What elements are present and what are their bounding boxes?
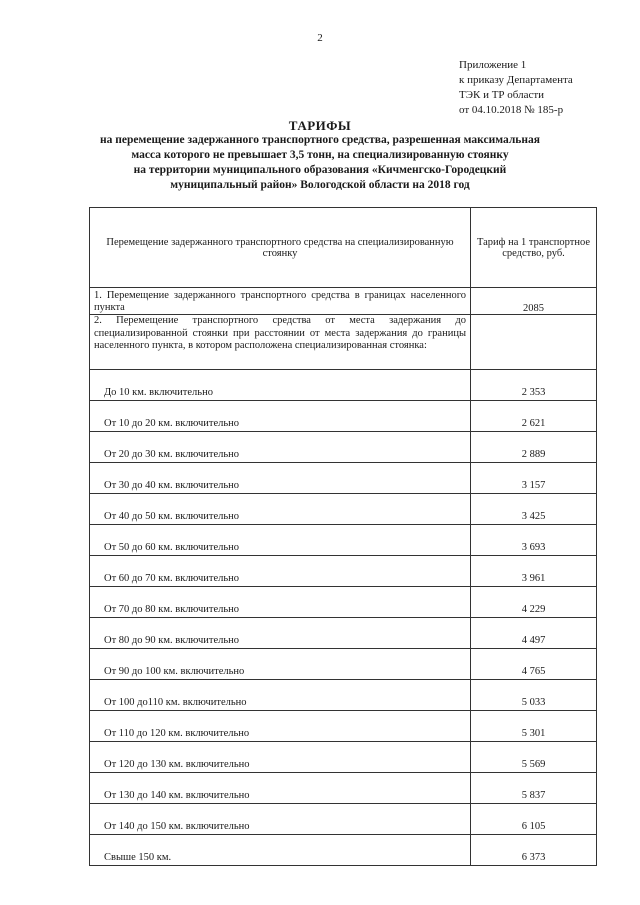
title-line: масса которого не превышает 3,5 тонн, на специализированную стоянку — [131, 149, 509, 161]
distance-label: От 120 до 130 км. включительно — [90, 742, 471, 773]
appendix-line: Приложение 1 — [459, 59, 527, 71]
tariff-value: 4 765 — [471, 649, 597, 680]
tariff-value: 3 961 — [471, 556, 597, 587]
distance-label: От 30 до 40 км. включительно — [90, 463, 471, 494]
appendix-block — [459, 58, 573, 118]
table-row — [90, 835, 597, 866]
tariff-value: 3 425 — [471, 494, 597, 525]
table-row — [90, 742, 597, 773]
table-row — [90, 370, 597, 401]
tariff-value: 2 353 — [471, 370, 597, 401]
header-cell-description: Перемещение задержанного транспортного средства на специализированную стоянку — [90, 208, 471, 288]
distance-label: Свыше 150 км. — [90, 835, 471, 866]
distance-label: От 70 до 80 км. включительно — [90, 587, 471, 618]
distance-label: От 20 до 30 км. включительно — [90, 432, 471, 463]
tariff-table — [89, 207, 597, 866]
table-row — [90, 680, 597, 711]
document-title — [0, 118, 640, 193]
table-row — [90, 556, 597, 587]
appendix-line: от 04.10.2018 № 185-р — [459, 104, 564, 116]
table-row — [90, 618, 597, 649]
distance-label: До 10 км. включительно — [90, 370, 471, 401]
tariff-value: 6 373 — [471, 835, 597, 866]
tariff-value: 4 229 — [471, 587, 597, 618]
tariff-value: 4 497 — [471, 618, 597, 649]
distance-label: От 110 до 120 км. включительно — [90, 711, 471, 742]
appendix-line: ТЭК и ТР области — [459, 89, 545, 101]
table-header-row — [90, 208, 597, 288]
table-row — [90, 587, 597, 618]
table-row — [90, 525, 597, 556]
title-line: на территории муниципального образования «Кичменгско-Городецкий — [133, 164, 507, 176]
title-heading: ТАРИФЫ — [288, 118, 352, 133]
title-line: муниципальный район» Вологодской области на 2018 год — [170, 179, 470, 191]
distance-label: От 40 до 50 км. включительно — [90, 494, 471, 525]
tariff-value: 5 301 — [471, 711, 597, 742]
title-line: на перемещение задержанного транспортного средства, разрешенная максимальная — [100, 134, 540, 146]
tariff-value: 3 693 — [471, 525, 597, 556]
table-row — [90, 463, 597, 494]
table-row-item2 — [90, 315, 597, 370]
tariff-value: 2 621 — [471, 401, 597, 432]
distance-label: От 80 до 90 км. включительно — [90, 618, 471, 649]
table-row-item1 — [90, 288, 597, 315]
header-cell-tariff: Тариф на 1 транспортное средство, руб. — [471, 208, 597, 288]
tariff-value: 2 889 — [471, 432, 597, 463]
distance-label: От 60 до 70 км. включительно — [90, 556, 471, 587]
tariff-value: 5 033 — [471, 680, 597, 711]
appendix-line: к приказу Департамента — [459, 74, 573, 86]
table-row — [90, 804, 597, 835]
distance-label: От 100 до110 км. включительно — [90, 680, 471, 711]
page-number: 2 — [317, 32, 323, 44]
distance-label: От 140 до 150 км. включительно — [90, 804, 471, 835]
table-row — [90, 773, 597, 804]
item2-label: 2. Перемещение транспортного средства от места задержания до специализированной стоянки при расстоянии от места задержания до границы населенного пункта, в котором расположена специализированная стоянка: — [90, 315, 471, 370]
table-row — [90, 494, 597, 525]
table-row — [90, 432, 597, 463]
item1-label: 1. Перемещение задержанного транспортного средства в границах населенного пункта — [90, 288, 471, 315]
distance-label: От 90 до 100 км. включительно — [90, 649, 471, 680]
tariff-value: 6 105 — [471, 804, 597, 835]
distance-label: От 130 до 140 км. включительно — [90, 773, 471, 804]
tariff-value: 5 837 — [471, 773, 597, 804]
table-row — [90, 711, 597, 742]
distance-label: От 10 до 20 км. включительно — [90, 401, 471, 432]
table-row — [90, 649, 597, 680]
table-row — [90, 401, 597, 432]
tariff-value: 3 157 — [471, 463, 597, 494]
tariff-value: 5 569 — [471, 742, 597, 773]
item1-value: 2085 — [471, 288, 597, 315]
item2-value — [471, 315, 597, 370]
distance-label: От 50 до 60 км. включительно — [90, 525, 471, 556]
